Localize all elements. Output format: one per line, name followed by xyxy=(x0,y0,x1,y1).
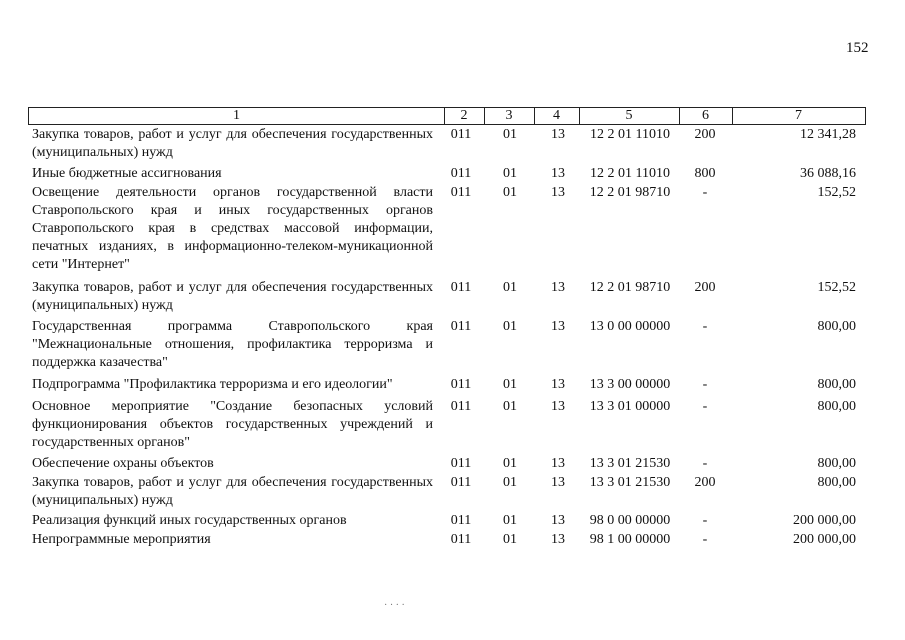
row-col-2: 011 xyxy=(450,399,472,414)
row-col-6: - xyxy=(702,456,708,471)
row-amount: 800,00 xyxy=(817,456,856,471)
row-col-2: 011 xyxy=(450,166,472,181)
row-col-2: 011 xyxy=(450,319,472,334)
row-name: Подпрограмма "Профилактика терроризма и его идеологии" xyxy=(32,377,393,392)
row-col-3: 01 xyxy=(503,399,517,414)
row-col-6: - xyxy=(702,513,708,528)
row-col-3: 01 xyxy=(503,532,517,547)
row-amount: 152,52 xyxy=(817,280,856,295)
scan-speck: · · · · xyxy=(384,600,405,611)
row-col-2: 011 xyxy=(450,127,472,142)
row-name: Государственная программа Ставропольского края "Межнациональные отношения, профилактика терроризма и поддержка казачества" xyxy=(32,319,433,370)
row-col-6: 200 xyxy=(694,280,716,295)
row-col-4: 13 xyxy=(551,513,565,528)
row-col-2: 011 xyxy=(450,532,472,547)
row-col-6: 200 xyxy=(694,127,716,142)
row-col-5: 12 2 01 11010 xyxy=(590,166,670,181)
row-col-2: 011 xyxy=(450,377,472,392)
row-amount: 200 000,00 xyxy=(793,532,856,547)
header-col-7: 7 xyxy=(795,108,802,123)
row-col-2: 011 xyxy=(450,280,472,295)
row-col-5: 13 3 01 21530 xyxy=(589,456,671,471)
row-name: Непрограммные мероприятия xyxy=(32,532,211,547)
row-name: Иные бюджетные ассигнования xyxy=(32,166,222,181)
row-col-5: 12 2 01 98710 xyxy=(589,280,671,295)
row-col-3: 01 xyxy=(503,280,517,295)
row-col-3: 01 xyxy=(503,456,517,471)
row-col-5: 13 3 01 00000 xyxy=(589,399,671,414)
row-col-5: 13 3 01 21530 xyxy=(589,475,671,490)
row-col-5: 13 0 00 00000 xyxy=(589,319,671,334)
header-col-5: 5 xyxy=(625,108,633,123)
page-number: 152 xyxy=(846,40,869,56)
row-col-4: 13 xyxy=(551,127,565,142)
row-col-4: 13 xyxy=(551,280,565,295)
row-col-3: 01 xyxy=(503,185,517,200)
row-col-4: 13 xyxy=(551,319,565,334)
row-col-5: 13 3 00 00000 xyxy=(589,377,671,392)
row-col-4: 13 xyxy=(551,456,565,471)
row-name: Освещение деятельности органов государственной власти Ставропольского края и иных государственных органов Ставропольского края в средствах массовой информации, печатных изданиях, в информационно-телеком-муникационной сети "Интернет" xyxy=(32,185,433,272)
row-col-4: 13 xyxy=(551,399,565,414)
row-name: Основное мероприятие "Создание безопасных условий функционирования объектов государственных учреждений и государственных органов" xyxy=(32,399,433,450)
row-col-3: 01 xyxy=(503,513,517,528)
row-col-5: 98 0 00 00000 xyxy=(589,513,671,528)
header-col-3: 3 xyxy=(505,108,513,123)
row-col-3: 01 xyxy=(503,319,517,334)
header-col-4: 4 xyxy=(553,108,560,123)
row-col-3: 01 xyxy=(503,127,517,142)
row-col-2: 011 xyxy=(450,475,472,490)
header-col-1: 1 xyxy=(233,108,240,123)
row-amount: 800,00 xyxy=(817,399,856,414)
row-col-6: - xyxy=(702,532,708,547)
table-header-row xyxy=(28,107,866,125)
row-col-4: 13 xyxy=(551,377,565,392)
header-col-6: 6 xyxy=(702,108,709,123)
row-col-2: 011 xyxy=(450,185,472,200)
row-col-4: 13 xyxy=(551,166,565,181)
row-name: Закупка товаров, работ и услуг для обеспечения государственных (муниципальных) нужд xyxy=(32,280,433,313)
row-amount: 36 088,16 xyxy=(800,166,856,181)
row-name: Реализация функций иных государственных органов xyxy=(32,513,347,528)
row-col-6: - xyxy=(702,399,708,414)
row-col-5: 98 1 00 00000 xyxy=(589,532,671,547)
row-col-6: - xyxy=(702,185,708,200)
row-amount: 800,00 xyxy=(817,475,856,490)
row-name: Закупка товаров, работ и услуг для обеспечения государственных (муниципальных) нужд xyxy=(32,475,433,508)
row-name: Обеспечение охраны объектов xyxy=(32,456,214,471)
row-col-6: - xyxy=(702,319,708,334)
row-col-5: 12 2 01 98710 xyxy=(589,185,671,200)
row-col-4: 13 xyxy=(551,185,565,200)
row-col-6: - xyxy=(702,377,708,392)
row-col-5: 12 2 01 11010 xyxy=(590,127,670,142)
row-amount: 12 341,28 xyxy=(800,127,856,142)
row-amount: 152,52 xyxy=(817,185,856,200)
row-name: Закупка товаров, работ и услуг для обеспечения государственных (муниципальных) нужд xyxy=(32,127,433,160)
row-col-2: 011 xyxy=(450,456,472,471)
row-col-6: 800 xyxy=(694,166,716,181)
row-col-4: 13 xyxy=(551,532,565,547)
row-amount: 800,00 xyxy=(817,377,856,392)
row-amount: 800,00 xyxy=(817,319,856,334)
row-col-3: 01 xyxy=(503,377,517,392)
row-col-3: 01 xyxy=(503,475,517,490)
row-col-2: 011 xyxy=(450,513,472,528)
row-col-3: 01 xyxy=(503,166,517,181)
row-col-4: 13 xyxy=(551,475,565,490)
row-col-6: 200 xyxy=(694,475,716,490)
header-col-2: 2 xyxy=(460,108,468,123)
row-amount: 200 000,00 xyxy=(793,513,856,528)
